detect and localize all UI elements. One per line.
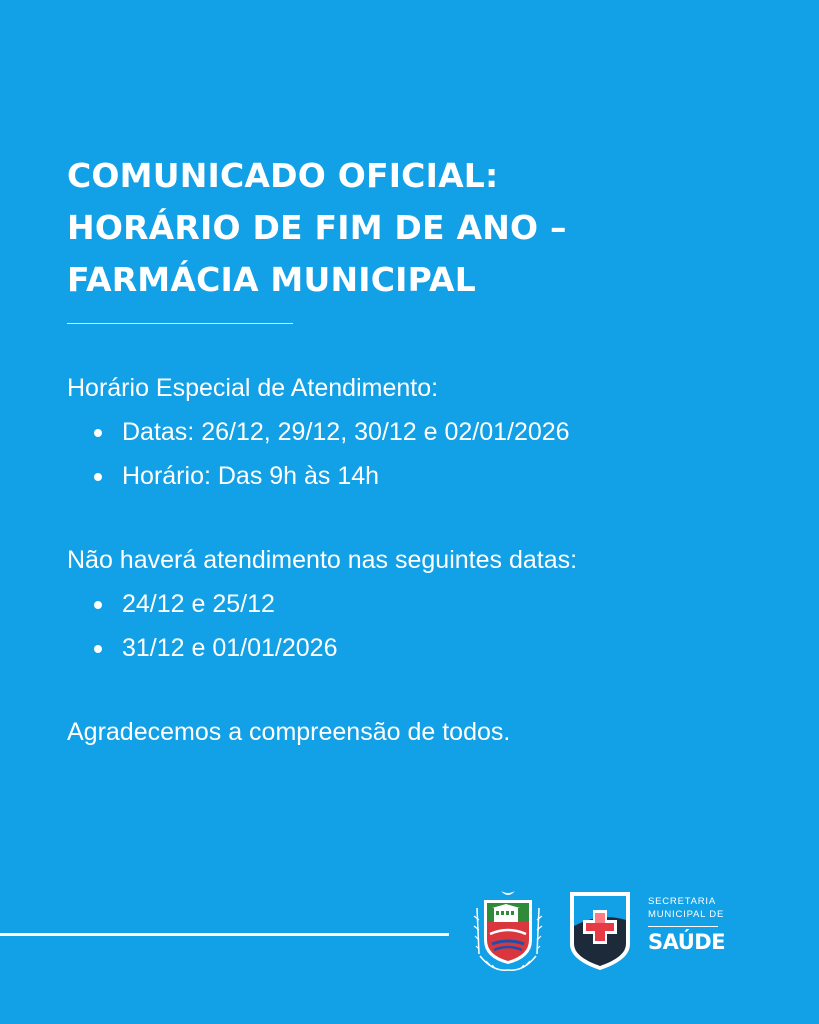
secretaria-saude-logo — [648, 895, 768, 953]
secretaria-line-1: SECRETARIA — [648, 896, 717, 907]
schedule-item-hours: Horário: Das 9h às 14h — [94, 454, 787, 498]
footer-line — [0, 933, 449, 936]
announcement-body — [67, 366, 787, 754]
closed-item-christmas: 24/12 e 25/12 — [94, 582, 787, 626]
schedule-label: Horário Especial de Atendimento: — [67, 374, 439, 402]
schedule-list — [67, 410, 787, 498]
secretaria-line-2: MUNICIPAL DE — [648, 909, 725, 920]
secretaria-rule — [648, 926, 718, 927]
closing-message: Agradecemos a compreensão de todos. — [67, 718, 511, 746]
closed-item-new-year: 31/12 e 01/01/2026 — [94, 626, 787, 670]
title-line-3: FARMÁCIA MUNICIPAL — [67, 260, 476, 299]
municipal-crest-icon — [468, 886, 548, 974]
secretaria-name: SAÚDE — [648, 930, 726, 954]
title-divider — [67, 323, 293, 324]
closed-label: Não haverá atendimento nas seguintes datas: — [67, 546, 578, 574]
closed-list — [67, 582, 787, 670]
title-line-2: HORÁRIO DE FIM DE ANO – — [67, 208, 567, 247]
schedule-item-dates: Datas: 26/12, 29/12, 30/12 e 02/01/2026 — [94, 410, 787, 454]
medical-cross-shield-icon — [566, 886, 634, 974]
page-title — [67, 150, 787, 306]
title-line-1: COMUNICADO OFICIAL: — [67, 156, 499, 195]
